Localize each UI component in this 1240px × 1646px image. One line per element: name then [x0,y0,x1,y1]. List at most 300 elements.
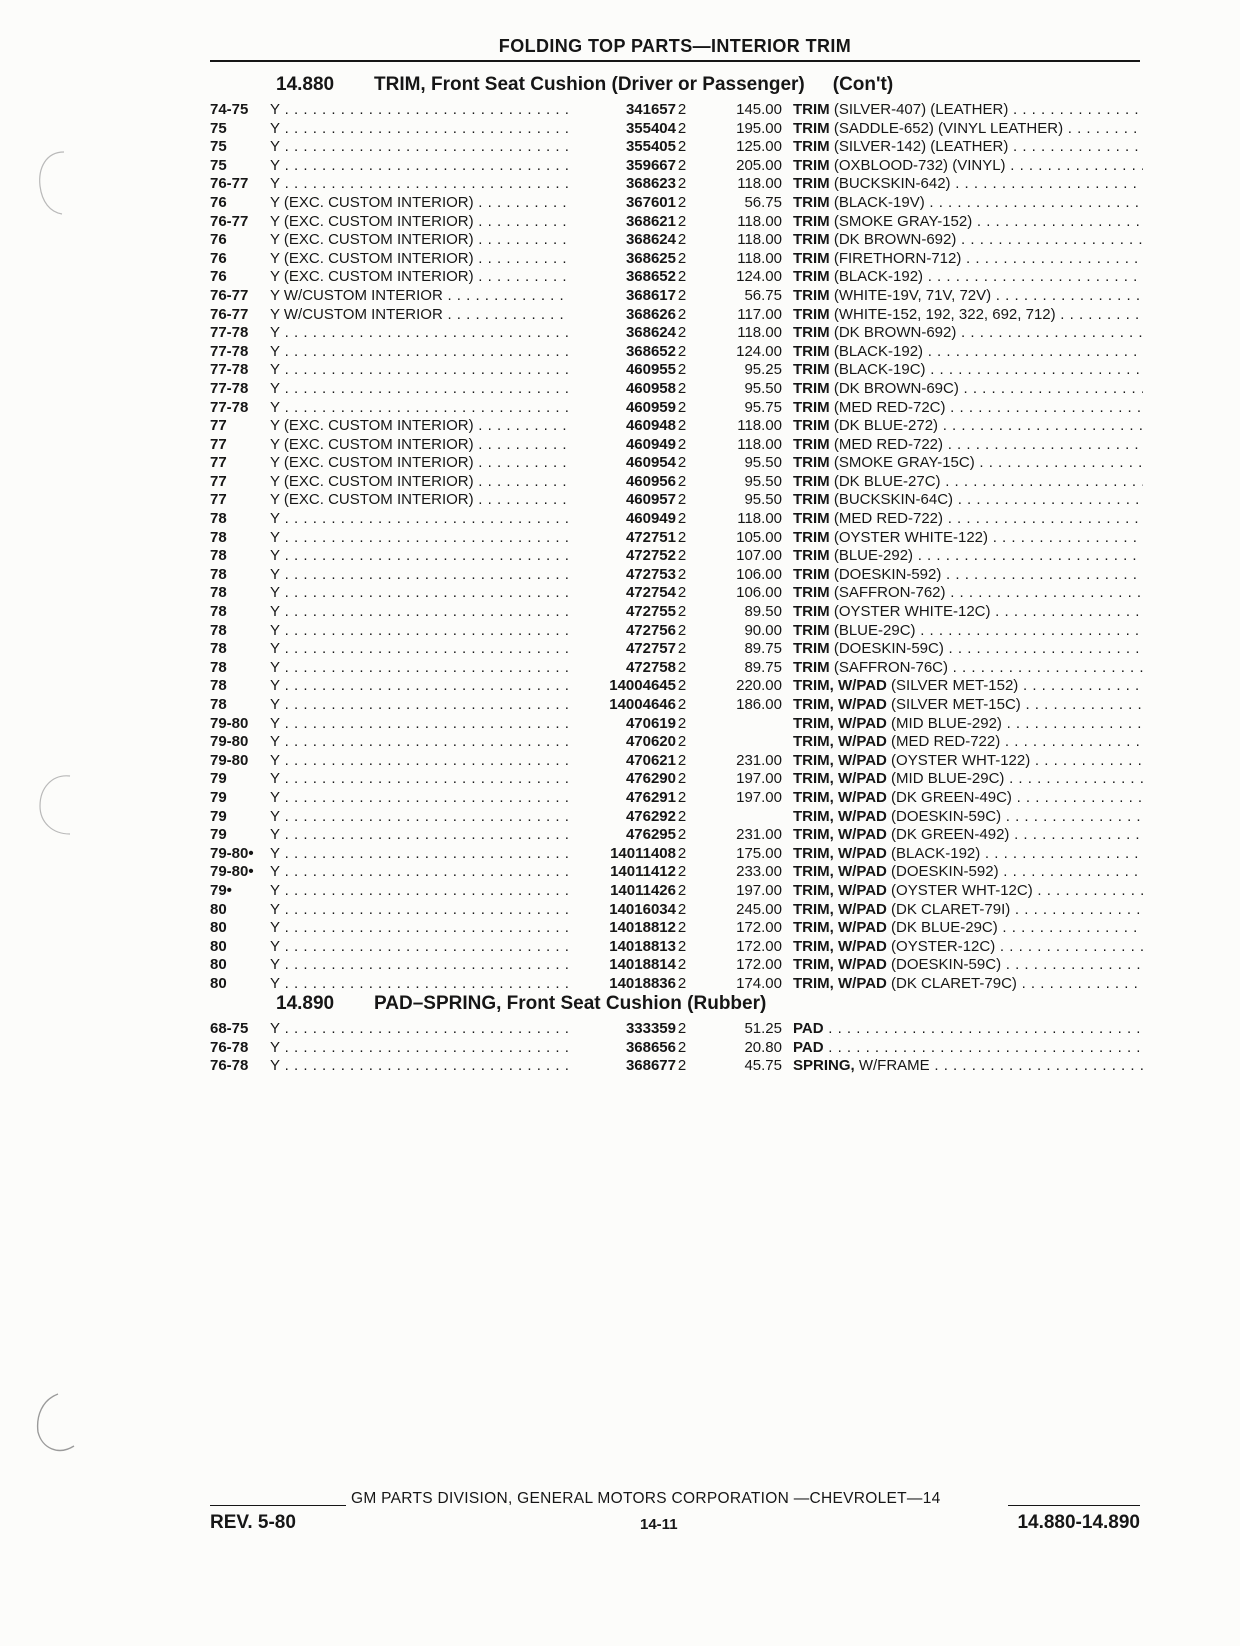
section-number: 14.890 [276,993,335,1014]
part-number: 472752 [625,547,676,565]
quantity: 2 [677,1038,687,1056]
model-year: 78 [210,603,227,621]
part-description [793,752,1143,771]
quantity: 2 [677,417,687,435]
description-detail: (DK BROWN-69C) [829,379,959,397]
body-model: Y . . . [270,770,568,789]
body-model: Y . . . [270,380,568,399]
part-number: 460957 [625,491,676,509]
model-year: 78 [210,528,227,546]
body-model: Y . . . [270,324,568,343]
part-number: 14016034 [609,900,676,918]
description-keyword: TRIM [793,565,830,583]
part-number: 472756 [625,621,676,639]
body-model: Y . . . [270,733,568,752]
part-number: 355405 [625,138,676,156]
part-description [793,919,1143,938]
footer-rule-left [210,1505,346,1506]
list-price: 90.00 [744,621,782,639]
list-price: 106.00 [736,584,782,602]
part-description [793,529,1143,548]
body-model: Y . . . [270,715,568,734]
quantity: 2 [677,510,687,528]
quantity: 2 [677,138,687,156]
body-model: Y . . . [270,696,568,715]
part-description [793,101,1143,120]
description-keyword: TRIM [793,603,830,621]
body-model: Y (EXC. CUSTOM INTERIOR) . . . [270,436,568,455]
model-year: 77 [210,417,227,435]
quantity: 2 [677,286,687,304]
model-year: 78 [210,677,227,695]
part-description [793,547,1143,566]
body-model: Y . . . [270,975,568,994]
part-number: 368624 [625,231,676,249]
part-description [793,733,1143,752]
quantity: 2 [677,231,687,249]
list-price: 233.00 [736,863,782,881]
quantity: 2 [677,696,687,713]
description-detail: (DOESKIN-59C) [829,640,944,658]
description-keyword: TRIM [793,305,830,323]
footer-section-range: 14.880-14.890 [1017,1512,1140,1533]
model-year: 78 [210,584,227,602]
description-detail: (FIRETHORN-712) [829,249,962,267]
part-number: 476290 [625,770,676,788]
body-model: Y . . . [270,640,568,659]
part-number: 460949 [625,510,676,528]
footer-page-number: 14-11 [640,1516,678,1533]
model-year: 77 [210,454,227,472]
description-keyword: TRIM, W/PAD [793,696,887,713]
quantity: 2 [677,101,687,118]
quantity: 2 [677,305,687,323]
part-description [793,306,1143,325]
body-model: Y . . . [270,901,568,920]
part-number: 14011408 [610,844,676,862]
quantity: 2 [677,1057,687,1075]
model-year: 76-77 [210,286,249,304]
model-year: 76-77 [210,305,249,323]
part-description [793,659,1143,678]
quantity: 2 [677,881,687,899]
quantity: 2 [677,379,687,397]
quantity: 2 [677,193,687,211]
description-keyword: TRIM [793,193,830,211]
quantity: 2 [677,770,687,788]
quantity: 2 [677,435,687,453]
model-year: 76-78 [210,1038,249,1056]
part-number: 14018813 [609,937,676,955]
description-keyword: TRIM [793,249,830,267]
part-number: 472757 [625,640,676,658]
description-detail: (SILVER MET-152) [886,677,1019,695]
part-number: 476292 [625,807,676,825]
description-detail: (BUCKSKIN-642) [829,175,951,193]
description-keyword: TRIM [793,640,830,658]
quantity: 2 [677,844,687,862]
model-year: 80 [210,937,227,955]
quantity: 2 [677,751,687,769]
quantity: 2 [677,956,687,974]
body-model: Y . . . [270,1057,568,1076]
part-description [793,770,1143,789]
section-number: 14.880 [276,74,335,95]
description-keyword: TRIM, W/PAD [793,714,887,732]
model-year: 79 [210,826,227,844]
description-keyword: TRIM, W/PAD [793,974,887,992]
part-description [793,863,1143,882]
model-year: 79 [210,807,227,825]
description-keyword: TRIM [793,584,830,602]
description-keyword: TRIM [793,119,830,137]
part-number: 472758 [625,658,676,676]
description-keyword: TRIM [793,510,830,528]
list-price: 118.00 [737,212,782,230]
model-year: 75 [210,156,227,174]
description-detail: (MED RED-722) [829,435,944,453]
list-price: 106.00 [736,565,782,583]
part-number: 368656 [625,1038,676,1056]
description-keyword: PAD [793,1038,824,1056]
part-number: 460958 [625,379,676,397]
description-detail: (MID BLUE-29C) [886,770,1005,788]
description-keyword: TRIM [793,212,830,230]
list-price: 118.00 [737,175,782,193]
quantity: 2 [677,119,687,137]
quantity: 2 [677,807,687,825]
description-detail: (DOESKIN-592) [886,863,999,881]
part-number: 14011426 [610,881,676,899]
quantity: 2 [677,640,687,658]
description-keyword: TRIM [793,528,830,546]
part-description [793,268,1143,287]
section-name: PAD–SPRING, Front Seat Cushion (Rubber) [374,993,767,1014]
part-description [793,584,1143,603]
list-price: 145.00 [736,101,782,118]
model-year: 76-78 [210,1057,249,1075]
part-description [793,175,1143,194]
quantity: 2 [677,156,687,174]
part-description [793,826,1143,845]
part-description [793,417,1143,436]
body-model: Y . . . [270,789,568,808]
description-detail: (DOESKIN-592) [829,565,942,583]
part-number: 14018836 [609,974,676,992]
body-model: Y (EXC. CUSTOM INTERIOR) . . . [270,473,568,492]
part-number: 14004646 [609,696,676,713]
list-price: 56.75 [744,193,782,211]
quantity: 2 [677,454,687,472]
part-number: 368624 [625,324,676,342]
part-number: 368652 [625,342,676,360]
part-description [793,1057,1143,1076]
part-number: 460954 [625,454,676,472]
description-detail: (SILVER-142) (LEATHER) [829,138,1009,156]
quantity: 2 [677,1020,687,1037]
part-number: 460955 [625,361,676,379]
description-detail: (MED RED-722) [886,733,1001,751]
part-description [793,436,1143,455]
part-description [793,845,1143,864]
model-year: 75 [210,138,227,156]
description-keyword: TRIM [793,286,830,304]
part-number: 368626 [625,305,676,323]
model-year: 78 [210,510,227,528]
list-price: 20.80 [744,1038,782,1056]
part-number: 472755 [625,603,676,621]
list-price: 186.00 [736,696,782,713]
model-year: 79 [210,770,227,788]
list-price: 197.00 [736,770,782,788]
header-rule [210,60,1140,62]
quantity: 2 [677,826,687,844]
model-year: 78 [210,658,227,676]
description-keyword: TRIM [793,417,830,435]
description-detail: (SMOKE GRAY-15C) [829,454,975,472]
description-keyword: SPRING, [793,1057,855,1075]
quantity: 2 [677,175,687,193]
part-number: 368625 [625,249,676,267]
body-model: Y . . . [270,157,568,176]
model-year: 79-80 [210,714,249,732]
description-keyword: TRIM [793,324,830,342]
model-year: 79-80• [210,863,254,881]
body-model: Y . . . [270,1020,568,1039]
model-year: 77 [210,435,227,453]
model-year: 79-80 [210,733,249,751]
description-detail: (WHITE-19V, 71V, 72V) [829,286,992,304]
part-description [793,399,1143,418]
part-number: 472753 [625,565,676,583]
description-keyword: TRIM, W/PAD [793,807,887,825]
description-detail: (OYSTER WHITE-12C) [829,603,991,621]
body-model: Y . . . [270,919,568,938]
list-price: 118.00 [737,231,782,249]
quantity: 2 [677,361,687,379]
part-number: 472751 [625,528,676,546]
description-keyword: TRIM [793,658,830,676]
description-keyword: TRIM [793,231,830,249]
list-price: 89.75 [744,640,782,658]
list-price: 231.00 [736,826,782,844]
section-title-14890 [276,993,766,1015]
body-model: Y . . . [270,566,568,585]
body-model: Y W/CUSTOM INTERIOR . . . [270,306,568,325]
description-keyword: TRIM [793,138,830,156]
description-keyword: TRIM [793,101,830,118]
model-year: 78 [210,565,227,583]
model-year: 80 [210,919,227,937]
body-model: Y . . . [270,120,568,139]
part-number: 341657 [625,101,676,118]
model-year: 76 [210,231,227,249]
list-price: 89.50 [744,603,782,621]
punch-hole-mark-top [28,148,68,218]
body-model: Y . . . [270,603,568,622]
description-detail: (BUCKSKIN-64C) [829,491,954,509]
part-number: 460949 [625,435,676,453]
description-detail: (SMOKE GRAY-152) [829,212,973,230]
quantity: 2 [677,324,687,342]
description-detail: (DK GREEN-49C) [886,788,1012,806]
part-description [793,882,1143,901]
model-year: 76 [210,268,227,286]
description-keyword: TRIM, W/PAD [793,919,887,937]
quantity: 2 [677,788,687,806]
model-year: 76 [210,193,227,211]
footer-organization: GM PARTS DIVISION, GENERAL MOTORS CORPORATION —CHEVROLET—14 [351,1490,941,1507]
list-price: 172.00 [736,956,782,974]
part-number: 368623 [625,175,676,193]
description-detail: (MED RED-72C) [829,398,946,416]
part-description [793,138,1143,157]
body-model: Y (EXC. CUSTOM INTERIOR) . . . [270,491,568,510]
description-keyword: TRIM [793,621,830,639]
body-model: Y (EXC. CUSTOM INTERIOR) . . . [270,231,568,250]
list-price: 56.75 [744,286,782,304]
list-price: 195.00 [736,119,782,137]
part-number: 368617 [625,286,676,304]
part-description [793,603,1143,622]
list-price: 124.00 [736,268,782,286]
part-number: 14018812 [609,919,676,937]
part-number: 14018814 [609,956,676,974]
model-year: 77-78 [210,361,249,379]
body-model: Y . . . [270,752,568,771]
body-model: Y . . . [270,938,568,957]
model-year: 77 [210,472,227,490]
description-detail: (DK GREEN-492) [886,826,1010,844]
part-description [793,287,1143,306]
description-detail: (BLACK-192) [886,844,981,862]
part-number: 368677 [625,1057,676,1075]
description-detail: (WHITE-152, 192, 322, 692, 712) [829,305,1056,323]
quantity: 2 [677,974,687,992]
description-detail: (SADDLE-652) (VINYL LEATHER) [829,119,1064,137]
description-keyword: TRIM, W/PAD [793,770,887,788]
list-price: 197.00 [736,881,782,899]
quantity: 2 [677,937,687,955]
quantity: 2 [677,621,687,639]
quantity: 2 [677,863,687,881]
list-price: 205.00 [736,156,782,174]
description-keyword: TRIM [793,379,830,397]
part-number: 476295 [625,826,676,844]
model-year: 68-75 [210,1020,249,1037]
part-description [793,324,1143,343]
list-price: 124.00 [736,342,782,360]
quantity: 2 [677,658,687,676]
quantity: 2 [677,491,687,509]
model-year: 80 [210,974,227,992]
part-number: 470620 [625,733,676,751]
description-keyword: TRIM [793,454,830,472]
list-price: 105.00 [736,528,782,546]
part-description [793,808,1143,827]
part-number: 460956 [625,472,676,490]
list-price: 95.50 [744,379,782,397]
part-description [793,361,1143,380]
quantity: 2 [677,268,687,286]
description-detail: (MID BLUE-292) [886,714,1002,732]
part-description [793,454,1143,473]
list-price: 174.00 [736,974,782,992]
body-model: Y . . . [270,584,568,603]
part-number: 470619 [625,714,676,732]
body-model: Y (EXC. CUSTOM INTERIOR) . . . [270,417,568,436]
list-price: 95.25 [744,361,782,379]
list-price: 51.25 [744,1020,782,1037]
section-continued: (Con't) [832,74,894,95]
model-year: 78 [210,621,227,639]
quantity: 2 [677,714,687,732]
list-price: 45.75 [744,1057,782,1075]
part-description [793,622,1143,641]
body-model: Y . . . [270,343,568,362]
model-year: 79-80 [210,751,249,769]
model-year: 78 [210,696,227,713]
section-title-14880 [276,74,893,96]
part-description [793,343,1143,362]
quantity: 2 [677,342,687,360]
body-model: Y . . . [270,101,568,120]
body-model: Y . . . [270,956,568,975]
description-keyword: TRIM, W/PAD [793,788,887,806]
part-description [793,473,1143,492]
description-detail: (BLACK-19C) [829,361,926,379]
description-detail: (DK CLARET-79I) [886,900,1011,918]
part-description [793,120,1143,139]
part-description [793,566,1143,585]
description-keyword: TRIM [793,268,830,286]
body-model: Y (EXC. CUSTOM INTERIOR) . . . [270,268,568,287]
part-description [793,510,1143,529]
description-detail: (BLUE-292) [829,547,914,565]
quantity: 2 [677,398,687,416]
list-price: 117.00 [737,305,782,323]
part-description [793,715,1143,734]
body-model: Y . . . [270,808,568,827]
description-detail: (DOESKIN-59C) [886,956,1002,974]
description-keyword: TRIM, W/PAD [793,751,887,769]
list-price: 172.00 [736,937,782,955]
description-keyword: TRIM, W/PAD [793,844,887,862]
quantity: 2 [677,472,687,490]
part-number: 368652 [625,268,676,286]
model-year: 79-80• [210,844,254,862]
body-model: Y (EXC. CUSTOM INTERIOR) . . . [270,194,568,213]
description-detail: (BLACK-19V) [829,193,925,211]
body-model: Y . . . [270,863,568,882]
list-price: 118.00 [737,324,782,342]
model-year: 79 [210,788,227,806]
description-detail: (OXBLOOD-732) (VINYL) [829,156,1006,174]
description-keyword: TRIM, W/PAD [793,863,887,881]
body-model: Y W/CUSTOM INTERIOR . . . [270,287,568,306]
body-model: Y . . . [270,510,568,529]
list-price: 118.00 [737,510,782,528]
part-description [793,975,1143,994]
list-price: 175.00 [736,844,782,862]
part-description [793,250,1143,269]
body-model: Y (EXC. CUSTOM INTERIOR) . . . [270,250,568,269]
part-number: 14011412 [610,863,676,881]
list-price: 245.00 [736,900,782,918]
body-model: Y . . . [270,659,568,678]
description-keyword: TRIM, W/PAD [793,937,887,955]
description-detail: (SILVER MET-15C) [886,696,1021,713]
